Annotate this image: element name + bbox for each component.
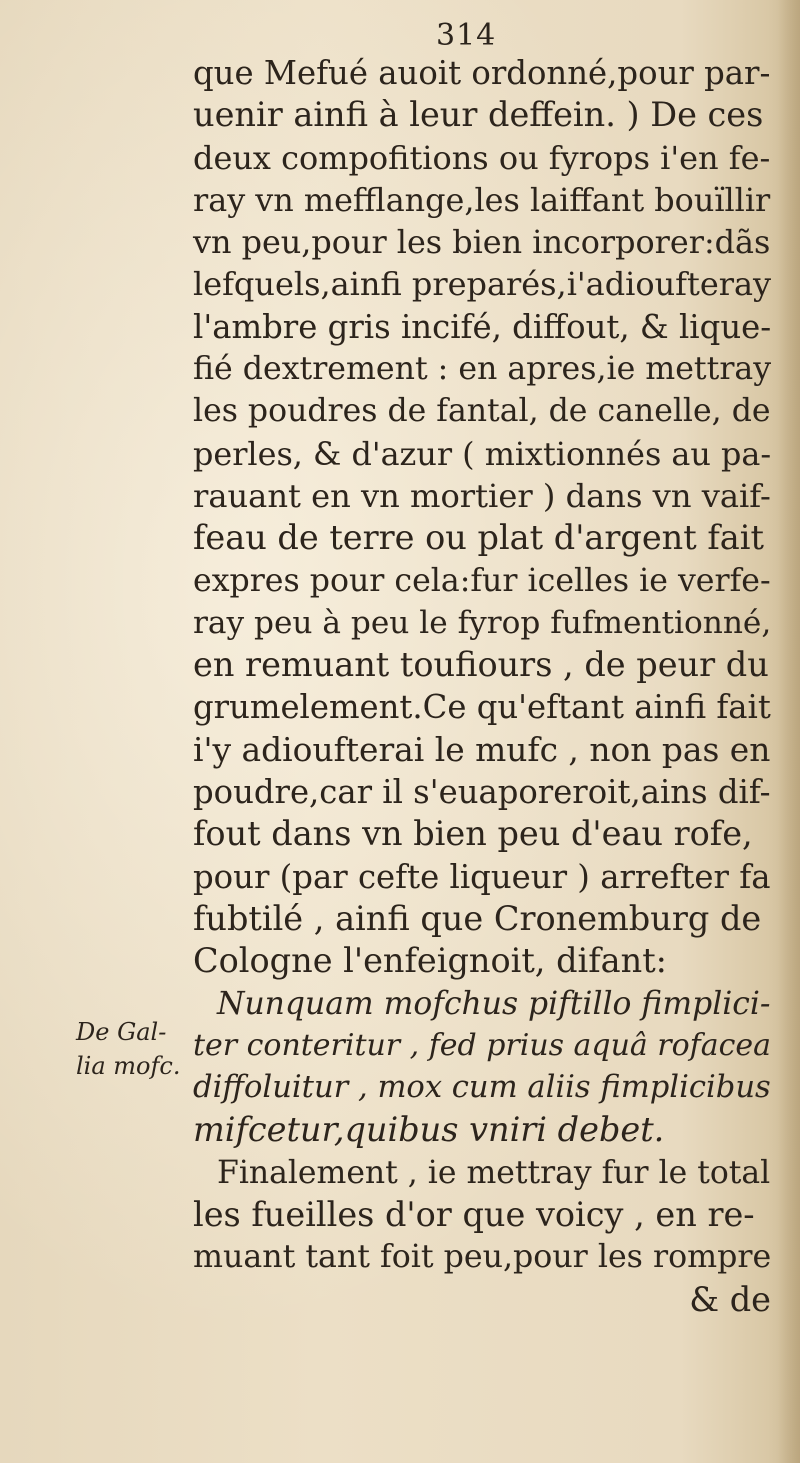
- text-line: les fueilles d'or que voicy , en re-: [193, 1195, 755, 1235]
- text-line: lefquels,ainfi preparés,i'adioufteray: [193, 265, 772, 304]
- text-line: feau de terre ou plat d'argent fait: [193, 518, 764, 558]
- margin-note-line: De Gal-: [76, 1018, 167, 1046]
- text-line: fié dextrement : en apres,ie mettray: [193, 351, 772, 388]
- body-text: [193, 52, 771, 1321]
- text-line: Finalement , ie mettray fur le total: [217, 1154, 771, 1191]
- text-line: Cologne l'enfeignoit, difant:: [193, 941, 667, 981]
- text-line: que Mefué auoit ordonné,pour par-: [193, 54, 771, 92]
- text-line: les poudres de fantal, de canelle, de: [193, 393, 771, 430]
- latin-quote-line: Nunquam mofchus piftillo fimplici-: [217, 985, 771, 1022]
- text-line: l'ambre gris incifé, diffout, & lique-: [193, 307, 772, 346]
- text-line: en remuant toufiours , de peur du: [193, 645, 769, 685]
- text-line: perles, & d'azur ( mixtionnés au pa-: [193, 434, 772, 473]
- text-line: i'y adioufterai le mufc , non pas en: [193, 729, 771, 769]
- text-line: fout dans vn bien peu d'eau rofe,: [193, 814, 753, 854]
- latin-quote-line: ter conteritur , fed prius aquâ rofacea: [193, 1027, 771, 1063]
- text-line: fubtilé , ainfi que Cronemburg de: [193, 898, 762, 938]
- latin-quote-line: diffoluitur , mox cum aliis fimplicibus: [193, 1070, 771, 1106]
- page-number: 314: [436, 18, 497, 53]
- margin-note-line: lia mofc.: [76, 1052, 181, 1080]
- text-line: rauant en vn mortier ) dans vn vaif-: [193, 476, 771, 515]
- text-line: uenir ainfi à leur deffein. ) De ces: [193, 95, 764, 135]
- text-line: grumelement.Ce qu'eftant ainfi fait: [193, 688, 771, 727]
- text-line: ray vn mefflange,les laiffant bouïllir: [193, 180, 771, 219]
- page-edge: [778, 0, 800, 1463]
- margin-note: [76, 1015, 180, 1083]
- catchword: & de: [689, 1279, 771, 1319]
- text-line: deux compofitions ou fyrops i'en fe-: [193, 138, 771, 177]
- text-line: vn peu,pour les bien incorporer:dãs: [193, 223, 771, 262]
- text-line: poudre,car il s'euaporeroit,ains dif-: [193, 773, 771, 812]
- latin-quote-line: mifcetur,quibus vniri debet.: [193, 1110, 665, 1150]
- text-line: ray peu à peu le fyrop fufmentionné,: [193, 604, 772, 641]
- text-line: expres pour cela:fur icelles ie verfe-: [193, 562, 771, 599]
- text-line: pour (par cefte liqueur ) arrefter fa: [193, 857, 771, 896]
- text-line: muant tant foit peu,pour les rompre: [193, 1239, 772, 1276]
